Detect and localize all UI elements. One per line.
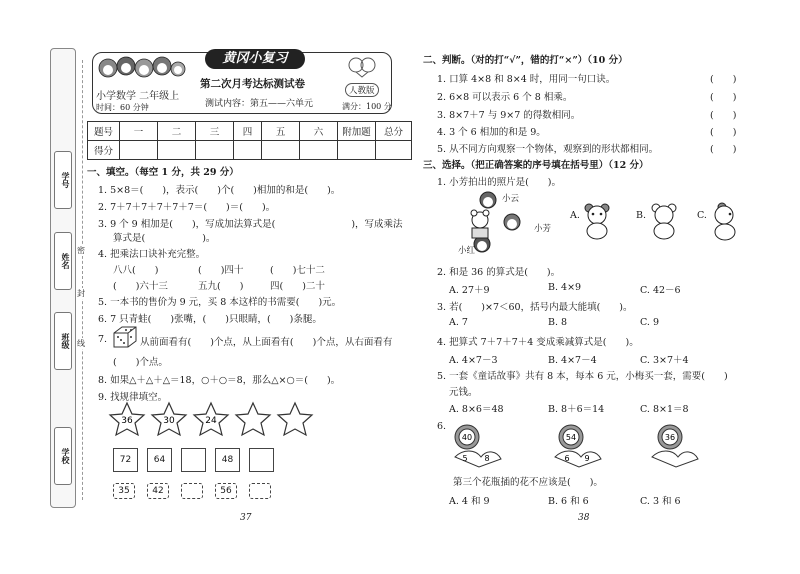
judge-item: 5. 从不同方向观察一个物体，观察到的形状都相同。: [437, 144, 659, 155]
student-id-box[interactable]: [54, 151, 72, 209]
flower-vase-1: [453, 423, 503, 469]
pattern-square[interactable]: [181, 448, 206, 472]
judge-item: 2. 6×8 可以表示 6 个 8 相乘。: [437, 92, 573, 103]
exam-title: 第二次月考达标测试卷: [200, 78, 305, 90]
table-cell: 题号: [88, 122, 120, 141]
q4-item: 四( )二十: [270, 281, 325, 292]
choice-option[interactable]: B. 4×9: [548, 282, 582, 293]
pattern-square[interactable]: 72: [113, 448, 138, 472]
bear-back-icon: [650, 202, 678, 240]
table-cell: 五: [262, 122, 300, 141]
student-id-label: 学号: [61, 172, 70, 188]
table-cell: 六: [300, 122, 338, 141]
school-box[interactable]: [54, 427, 72, 485]
judge-item: 1. 口算 4×8 和 8×4 时，用同一句口诀。: [437, 74, 616, 85]
score-cell[interactable]: [158, 141, 196, 160]
question-5: 5. 一本书的售价为 9 元，买 8 本这样的书需要( )元。: [98, 297, 342, 308]
table-cell: 得分: [88, 141, 120, 160]
name-box[interactable]: [54, 232, 72, 290]
choice-3: 3. 若( )×7＜60，括号内最大能填( )。: [437, 302, 633, 313]
choice-option[interactable]: C. 3 和 6: [640, 496, 681, 507]
flower-top-number: 36: [664, 433, 676, 442]
choice-4: 4. 把算式 7＋7＋7＋4 变成乘减算式是( )。: [437, 337, 639, 348]
choice-option[interactable]: C. 42－6: [640, 285, 681, 296]
kids-illustration: [96, 56, 186, 86]
pattern-square[interactable]: 64: [147, 448, 172, 472]
score-cell[interactable]: [300, 141, 338, 160]
binding-sidebar: [50, 48, 76, 508]
choice-1: 1. 小芳拍出的照片是( )。: [437, 177, 561, 188]
bear-front-icon: [582, 202, 612, 240]
balloon-icon: [342, 56, 382, 78]
star-value: 30: [163, 416, 175, 426]
series-banner: 黄冈小复习: [205, 49, 305, 69]
dice-cube-icon: [112, 325, 138, 349]
choice-option[interactable]: A. 4×7－3: [449, 355, 498, 366]
judge-answer-blank[interactable]: ( ): [710, 144, 737, 155]
score-table-header-row: [88, 122, 412, 141]
choice-option[interactable]: C. 9: [640, 317, 660, 328]
flower-leaf-number: 9: [584, 454, 590, 463]
seal-char-1: 密: [77, 246, 85, 255]
class-box[interactable]: [54, 312, 72, 370]
pattern-star[interactable]: [234, 401, 272, 437]
choice-6-question: 第三个花瓶插的花不应该是( )。: [453, 477, 603, 488]
choice-option[interactable]: B. 4×7－4: [548, 355, 597, 366]
score-cell[interactable]: [338, 141, 376, 160]
seal-char-2: 封: [77, 289, 85, 298]
flower-top-number: 54: [565, 433, 577, 442]
table-cell: 总分: [376, 122, 412, 141]
section-1-title: 一、填空。（每空 1 分，共 29 分）: [87, 167, 239, 178]
table-cell: 三: [196, 122, 234, 141]
choice-option[interactable]: B.: [636, 210, 647, 221]
choice-2: 2. 和是 36 的算式是( )。: [437, 267, 561, 278]
choice-6: 6.: [437, 421, 447, 432]
score-cell[interactable]: [376, 141, 412, 160]
question-7: 7.: [98, 334, 108, 345]
choice-option[interactable]: C. 3×7＋4: [640, 355, 689, 366]
pattern-star[interactable]: [192, 401, 230, 437]
seal-line: [82, 60, 83, 500]
flower-leaf-number: 8: [484, 454, 490, 463]
pattern-star[interactable]: [150, 401, 188, 437]
test-content: 测试内容：第五——六单元: [205, 99, 314, 109]
page-number-left: 37: [240, 513, 252, 523]
seal-char-3: 线: [77, 339, 85, 348]
kid-name-xiaohong: 小红: [458, 246, 476, 256]
choice-option[interactable]: A. 8×6＝48: [449, 404, 504, 415]
time-limit: 时间：60 分钟: [96, 103, 149, 112]
edition-badge: 人教版: [345, 83, 379, 97]
page-number-right: 38: [578, 513, 590, 523]
pattern-square[interactable]: 48: [215, 448, 240, 472]
choice-option[interactable]: C. 8×1＝8: [640, 404, 689, 415]
q4-item: ( )四十: [198, 265, 244, 276]
table-cell: 附加题: [338, 122, 376, 141]
choice-option[interactable]: C.: [697, 210, 707, 221]
kid-name-xiaofang: 小芳: [534, 224, 552, 234]
name-label: 姓名: [61, 253, 70, 269]
question-1: 1. 5×8＝( )，表示( )个( )相加的和是( )。: [98, 185, 341, 196]
flower-leaf-number: 6: [564, 454, 570, 463]
question-8: 8. 如果△＋△＋△＝18，○＋○＝8，那么△×○＝( )。: [98, 375, 341, 386]
pattern-dashed-box[interactable]: 56: [215, 483, 237, 499]
choice-option[interactable]: B. 6 和 6: [548, 496, 589, 507]
question-6: 6. 7 只青蛙( )张嘴，( )只眼睛，( )条腿。: [98, 314, 322, 325]
kid-name-xiaoyun: 小云: [502, 194, 520, 204]
judge-item: 3. 8×7＋7 与 9×7 的得数相同。: [437, 110, 581, 121]
choice-5-cont: 元钱。: [449, 387, 478, 398]
subject-grade: 小学数学 二年级上: [96, 91, 180, 102]
table-cell: 一: [120, 122, 158, 141]
flower-top-number: 40: [461, 433, 473, 442]
table-cell: 二: [158, 122, 196, 141]
flower-leaf-number: 5: [462, 454, 468, 463]
score-cell[interactable]: [262, 141, 300, 160]
section-2-title: 二、判断。（对的打“√”，错的打“×”）（10 分）: [423, 55, 628, 66]
choice-5: 5. 一套《童话故事》共有 8 本，每本 6 元，小梅买一套，需要( ): [437, 371, 728, 382]
pattern-dashed-box[interactable]: 42: [147, 483, 169, 499]
class-label: 班级: [61, 333, 70, 349]
pattern-star[interactable]: [276, 401, 314, 437]
score-table-row: [88, 141, 412, 160]
question-7-text: 从前面看有( )个点，从上面看有( )个点，从右面看有: [140, 337, 393, 348]
star-value: 36: [121, 416, 133, 426]
judge-answer-blank[interactable]: ( ): [710, 110, 737, 121]
pattern-star[interactable]: [108, 401, 146, 437]
choice-option[interactable]: A. 4 和 9: [449, 496, 490, 507]
bear-side-icon: [710, 202, 740, 242]
section-3-title: 三、选择。（把正确答案的序号填在括号里）（12 分）: [423, 160, 649, 171]
judge-item: 4. 3 个 6 相加的和是 9。: [437, 127, 546, 138]
choice-option[interactable]: A. 7: [449, 317, 468, 328]
table-cell: 四: [234, 122, 262, 141]
star-value: 24: [205, 416, 217, 426]
score-cell[interactable]: [234, 141, 262, 160]
school-label: 学校: [61, 448, 70, 464]
choice-option[interactable]: A.: [570, 210, 580, 221]
flower-vase-3: [650, 423, 700, 469]
pattern-dashed-box[interactable]: [249, 483, 271, 499]
question-9: 9. 找规律填空。: [98, 392, 168, 403]
pattern-square[interactable]: [249, 448, 274, 472]
q4-item: 五九( ): [198, 281, 244, 292]
score-cell[interactable]: [196, 141, 234, 160]
judge-answer-blank[interactable]: ( ): [710, 74, 737, 85]
flower-vase-2: [553, 423, 603, 469]
full-score: 满分：100 分: [342, 102, 392, 111]
q4-item: 八八( ): [113, 265, 159, 276]
question-2: 2. 7＋7＋7＋7＋7＋7＝( )＝( )。: [98, 202, 276, 213]
question-7-cont: ( )个点。: [113, 357, 168, 368]
question-3: 3. 9 个 9 相加是( )，写成加法算式是( )，写成乘法: [98, 219, 403, 230]
pattern-dashed-box[interactable]: 35: [113, 483, 135, 499]
question-4: 4. 把乘法口诀补充完整。: [98, 249, 206, 260]
score-table: [87, 121, 412, 160]
q4-item: ( )七十二: [270, 265, 325, 276]
judge-answer-blank[interactable]: ( ): [710, 127, 737, 138]
choice-option[interactable]: A. 27＋9: [449, 285, 490, 296]
q4-item: ( )六十三: [113, 281, 168, 292]
question-3-cont: 算式是( )。: [113, 233, 216, 244]
choice-option[interactable]: B. 8＋6＝14: [548, 404, 605, 415]
pattern-dashed-box[interactable]: [181, 483, 203, 499]
score-cell[interactable]: [120, 141, 158, 160]
choice-option[interactable]: B. 8: [548, 317, 568, 328]
judge-answer-blank[interactable]: ( ): [710, 92, 737, 103]
